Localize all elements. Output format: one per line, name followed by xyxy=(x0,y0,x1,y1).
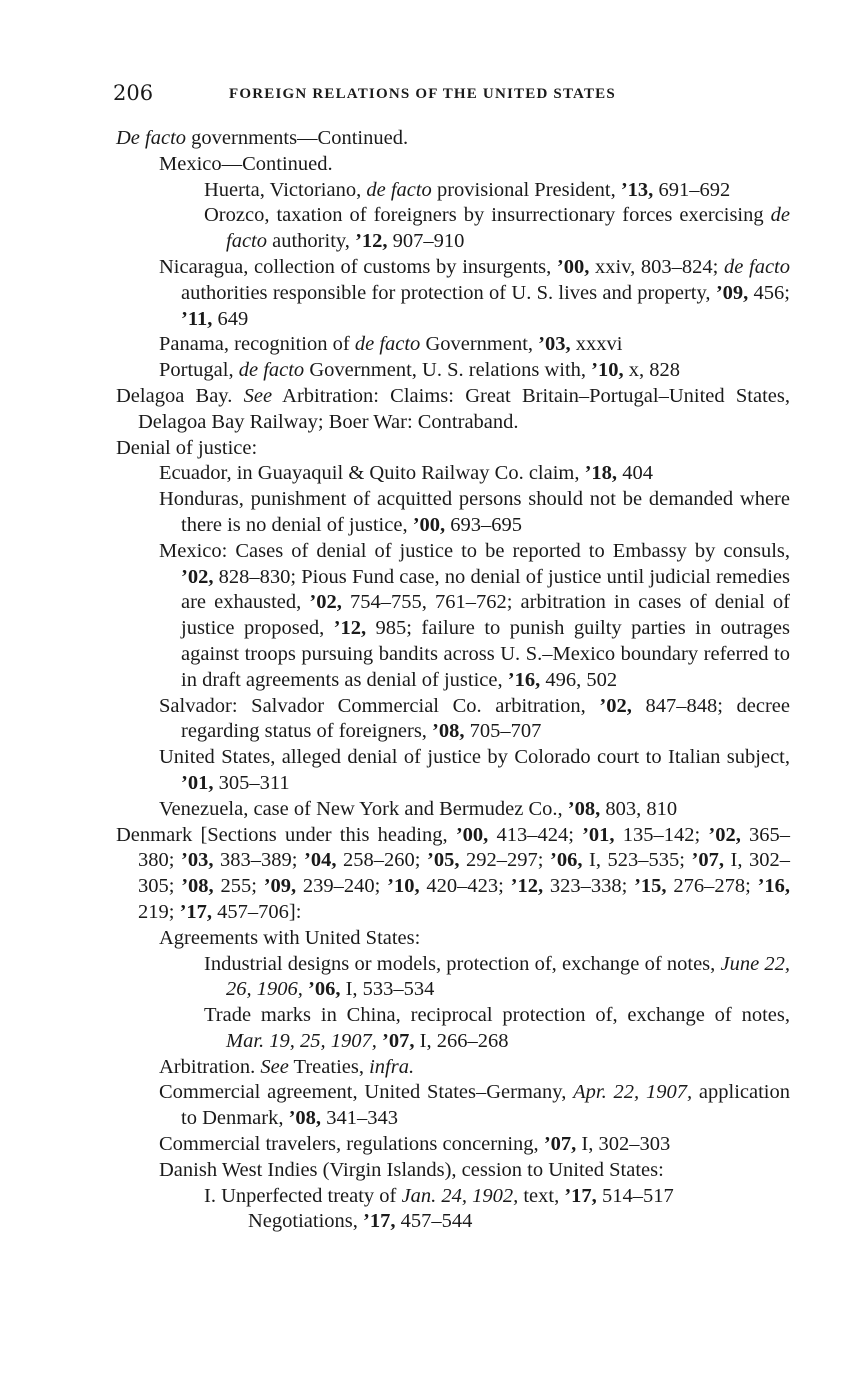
entry-text: Nicaragua, collection of customs by insurgents, xyxy=(159,255,557,278)
index-entry xyxy=(159,1080,790,1132)
entry-text: 457–706]: xyxy=(212,900,302,923)
index-entry xyxy=(159,358,790,384)
entry-text: 847–848; decree regarding status of foreigners, xyxy=(181,694,791,743)
index-entry xyxy=(116,126,790,152)
year-reference: ’08, xyxy=(288,1107,322,1130)
index-entry xyxy=(159,1055,790,1081)
entry-text: Denial of justice: xyxy=(116,436,258,459)
index-entry xyxy=(204,1003,790,1055)
index-entry xyxy=(116,823,791,926)
italic-text: infra. xyxy=(369,1055,415,1078)
entry-text: 985; failure to punish guilty parties in outrages against troops pursuing bandits across U. S.–Mexico boundary referred to in draft agreements as denial of justice, xyxy=(181,617,790,691)
year-reference: ’05, xyxy=(427,849,460,872)
index-entry xyxy=(248,1209,790,1235)
entry-text: 292–297; xyxy=(459,849,550,872)
entry-text: 276–278; xyxy=(666,875,758,898)
entry-text: Denmark [Sections under this heading, xyxy=(116,823,456,846)
entry-text: Portugal, xyxy=(159,359,239,382)
entry-text: Treaties, xyxy=(288,1055,370,1078)
italic-text: de facto xyxy=(238,359,305,382)
entry-text: Negotiations, xyxy=(248,1210,364,1233)
entry-text: 239–240; xyxy=(296,875,388,898)
italic-text: June 22, 26, 1906, xyxy=(226,952,790,1001)
index-entry xyxy=(159,332,790,358)
entry-text: 705–707 xyxy=(464,720,542,743)
index-entry xyxy=(159,926,790,952)
year-reference: ’18, xyxy=(584,462,618,485)
entry-text: 404 xyxy=(617,462,653,485)
italic-text: See xyxy=(260,1055,289,1078)
year-reference: ’09, xyxy=(715,281,749,304)
year-reference: ’10, xyxy=(591,359,624,382)
year-reference: ’03, xyxy=(538,333,571,356)
year-reference: ’12, xyxy=(333,617,367,640)
entry-text: text, xyxy=(518,1184,565,1207)
entry-text: 693–695 xyxy=(445,513,523,536)
year-reference: ’02, xyxy=(309,591,342,614)
italic-text: De facto xyxy=(116,127,187,149)
italic-text: Apr. 22, 1907, xyxy=(573,1081,693,1104)
italic-text: See xyxy=(243,384,273,407)
entry-text: Agreements with United States: xyxy=(159,926,421,949)
entry-text: 754–755, 761–762; arbitration in cases of denial of justice proposed, xyxy=(181,591,790,640)
page-number: 206 xyxy=(113,81,154,105)
year-reference: ’02, xyxy=(599,694,632,717)
index-entry xyxy=(159,255,791,332)
entry-text: application to Denmark, xyxy=(181,1081,790,1130)
entry-text: Delagoa Bay. xyxy=(116,384,244,407)
entry-text: Panama, recognition of xyxy=(159,333,355,356)
entry-text: 323–338; xyxy=(543,875,635,898)
entry-text: I, 302–303 xyxy=(576,1133,671,1156)
italic-text: de facto xyxy=(226,204,790,253)
entry-text: 135–142; xyxy=(614,823,709,846)
year-reference: ’02, xyxy=(181,565,214,588)
year-reference: ’07, xyxy=(691,849,724,872)
entry-text: 907–910 xyxy=(387,230,465,253)
entry-text: 413–424; xyxy=(488,823,583,846)
entry-text: Mexico: Cases of denial of justice to be reported to Embassy by consuls, xyxy=(159,539,790,562)
entry-text: I, 302–305; xyxy=(138,849,790,898)
year-reference: ’07, xyxy=(382,1029,415,1052)
italic-text: Jan. 24, 1902, xyxy=(401,1184,519,1207)
index-entry xyxy=(159,487,790,539)
year-reference: ’07, xyxy=(543,1133,577,1156)
year-reference: ’00, xyxy=(412,513,446,536)
entry-text: xxxvi xyxy=(570,333,623,356)
index-entry xyxy=(204,203,790,255)
italic-text: de facto xyxy=(354,333,421,356)
year-reference: ’08, xyxy=(567,797,601,820)
entry-text: I, 533–534 xyxy=(340,978,435,1001)
year-reference: ’06, xyxy=(550,849,583,872)
index-entry xyxy=(159,539,790,694)
entry-text: 457–544 xyxy=(395,1210,473,1233)
entry-text: 341–343 xyxy=(321,1107,398,1130)
index-entry xyxy=(159,1158,790,1184)
entry-text: x, 828 xyxy=(623,359,680,382)
entry-text: Mexico—Continued. xyxy=(159,152,333,175)
entry-text: 691–692 xyxy=(653,178,731,201)
entry-text: 828–830; Pious Fund case, no denial of justice until judicial remedies are exhausted, xyxy=(181,565,790,614)
entry-text: 305–311 xyxy=(213,771,290,794)
year-reference: ’16, xyxy=(757,875,791,898)
entry-text: 383–389; xyxy=(213,849,304,872)
entry-text: 514–517 xyxy=(596,1184,674,1207)
year-reference: ’15, xyxy=(634,875,667,898)
year-reference: ’09, xyxy=(263,875,297,898)
year-reference: ’02, xyxy=(708,823,741,846)
year-reference: ’17, xyxy=(179,900,213,923)
italic-text: de facto xyxy=(724,255,791,278)
italic-text: de facto xyxy=(366,178,432,201)
entry-text: Danish West Indies (Virgin Islands), cession to United States: xyxy=(159,1158,664,1181)
page-header xyxy=(113,79,793,109)
year-reference: ’11, xyxy=(181,307,213,330)
entry-text: authorities responsible for protection of U. S. lives and property, xyxy=(181,281,716,304)
year-reference: ’00, xyxy=(556,255,590,278)
entry-text: 803, 810 xyxy=(600,797,678,820)
entry-text: 258–260; xyxy=(336,849,427,872)
year-reference: ’08, xyxy=(432,720,465,743)
index-entry xyxy=(204,178,790,204)
entry-text: 649 xyxy=(212,307,249,330)
year-reference: ’13, xyxy=(620,178,654,201)
entry-text: 496, 502 xyxy=(540,668,618,691)
index-entry xyxy=(159,152,790,178)
year-reference: ’16, xyxy=(507,668,541,691)
index-entry xyxy=(159,1132,790,1158)
year-reference: ’12, xyxy=(355,230,388,253)
entry-text: governments—Continued. xyxy=(186,127,409,149)
index-entry xyxy=(116,384,790,436)
index-entry xyxy=(159,694,791,746)
entry-text: Salvador: Salvador Commercial Co. arbitration, xyxy=(159,694,600,717)
entry-text: I, 266–268 xyxy=(414,1029,509,1052)
entry-text: Huerta, Victoriano, xyxy=(204,178,367,201)
year-reference: ’08, xyxy=(181,875,214,898)
index-entry xyxy=(204,952,790,1004)
entry-text: 255; xyxy=(213,875,264,898)
year-reference: ’06, xyxy=(308,978,341,1001)
entry-text: 365–380; xyxy=(138,823,791,872)
entry-text: United States, alleged denial of justice by Colorado court to Italian subject, xyxy=(159,746,790,769)
entry-text: provisional President, xyxy=(431,178,621,201)
entry-text: 219; xyxy=(138,900,180,923)
italic-text: Mar. 19, 25, 1907, xyxy=(226,1029,377,1052)
year-reference: ’01, xyxy=(181,771,214,794)
year-reference: ’01, xyxy=(582,823,615,846)
entry-text: Ecuador, in Guayaquil & Quito Railway Co. claim, xyxy=(159,462,585,485)
entry-text: Orozco, taxation of foreigners by insurrectionary forces exercising xyxy=(204,204,771,227)
entry-text: 456; xyxy=(748,281,790,304)
year-reference: ’17, xyxy=(363,1210,396,1233)
entry-text: Venezuela, case of New York and Bermudez Co., xyxy=(159,797,568,820)
entry-text: Government, U. S. relations with, xyxy=(304,359,592,382)
index-entry xyxy=(159,797,790,823)
entry-text: I. Unperfected treaty of xyxy=(204,1184,402,1207)
year-reference: ’04, xyxy=(304,849,337,872)
running-head: FOREIGN RELATIONS OF THE UNITED STATES xyxy=(229,86,616,102)
entry-text: Trade marks in China, reciprocal protection of, exchange of notes, xyxy=(204,1004,790,1027)
index-entry xyxy=(159,745,790,797)
index-entry xyxy=(204,1184,790,1210)
index-entry xyxy=(116,436,790,462)
entry-text: Honduras, punishment of acquitted persons should not be demanded where there is no denial of justice, xyxy=(159,488,790,536)
entry-text: authority, xyxy=(267,230,356,253)
index-entry xyxy=(159,461,790,487)
entry-text: Government, xyxy=(420,333,539,356)
year-reference: ’00, xyxy=(455,823,489,846)
year-reference: ’10, xyxy=(387,875,420,898)
year-reference: ’12, xyxy=(510,875,544,898)
year-reference: ’03, xyxy=(181,849,214,872)
entry-text: Arbitration. xyxy=(159,1055,261,1078)
year-reference: ’17, xyxy=(564,1184,597,1207)
entry-text: I, 523–535; xyxy=(582,849,692,872)
entry-text: Industrial designs or models, protection of, exchange of notes, xyxy=(204,952,721,975)
entry-text: 420–423; xyxy=(419,875,511,898)
index-entries xyxy=(0,126,850,1235)
entry-text: xxiv, 803–824; xyxy=(589,255,725,278)
entry-text: Commercial travelers, regulations concerning, xyxy=(159,1133,544,1156)
entry-text: Arbitration: Claims: Great Britain–Portugal–United States, Delagoa Bay Railway; Boer War: Contraband. xyxy=(138,384,790,433)
entry-text: Commercial agreement, United States–Germany, xyxy=(159,1081,574,1104)
